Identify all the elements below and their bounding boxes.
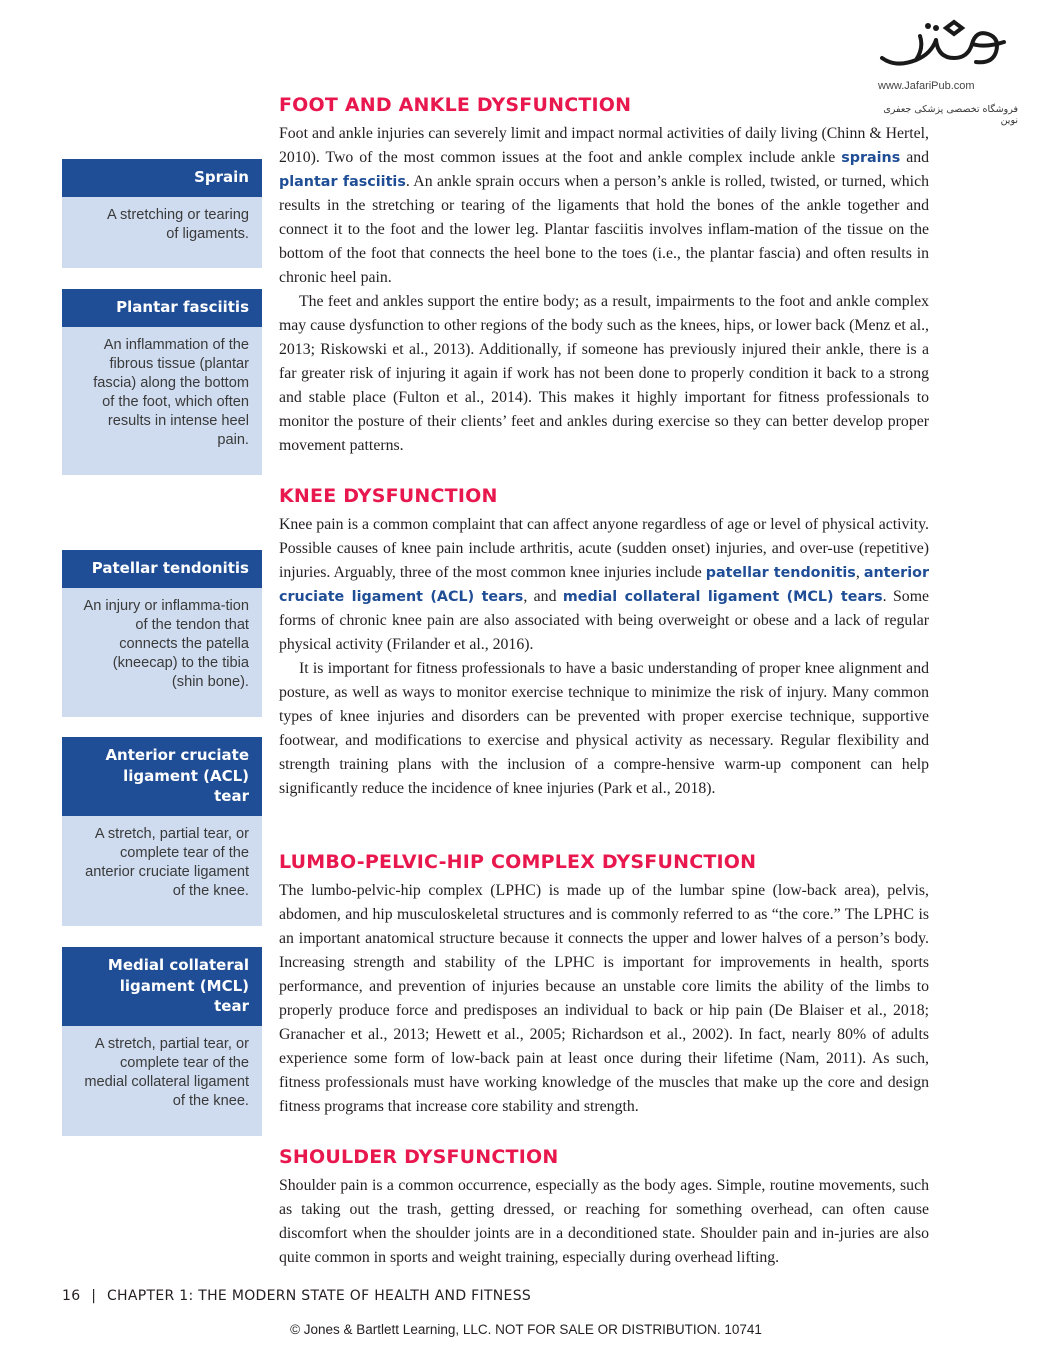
text-run: . Some forms of chronic knee pain are also associated with being overweight or obese and a lack of regular physical activity (Frilander et al., 2016). [279, 588, 930, 653]
text-run: , [855, 564, 864, 581]
key-term-mcl-tears: medial collateral ligament (MCL) tears [562, 589, 883, 605]
glossary-definition: A stretch, partial tear, or complete tear of the medial collateral ligament of the knee. [62, 1026, 262, 1136]
section-heading: KNEE DYSFUNCTION [279, 485, 498, 507]
glossary-box-acl-tear [62, 737, 262, 926]
chapter-title: CHAPTER 1: THE MODERN STATE OF HEALTH AND FITNESS [106, 1288, 532, 1304]
glossary-box-patellar-tendonitis [62, 550, 262, 717]
section-foot-ankle [279, 94, 929, 458]
glossary-term: Medial collateral ligament (MCL) tear [62, 947, 262, 1026]
paragraph: Shoulder pain is a common occurrence, especially as the body ages. Simple, routine movements, such as taking out the trash, getting dressed, or reaching for something overhead, can often cause discomfort when the shoulder joints are in a deconditioned state. Shoulder pain and in-juries are also quite common in sports and weight training, especially during overhead lifting. [279, 1177, 929, 1266]
paragraph: It is important for fitness professionals to have a basic understanding of proper knee alignment and posture, as well as ways to monitor exercise technique to minimize the risk of injury. Many common types of knee injuries and disorders can be prevented with proper exercise technique, supportive footwear, and modifications to exercise and physical activity as necessary. Regular flexibility and strength training plans with the inclusion of a compre-hensive warm-up component can help significantly reduce the incidence of knee injuries (Park et al., 2018). [279, 660, 929, 797]
glossary-term: Plantar fasciitis [62, 289, 262, 327]
copyright-notice: © Jones & Bartlett Learning, LLC. NOT FOR SALE OR DISTRIBUTION. 10741 [290, 1322, 762, 1337]
glossary-definition: A stretching or tearing of ligaments. [62, 197, 262, 268]
section-lphc [279, 851, 929, 1119]
section-knee [279, 485, 929, 801]
key-term-plantar-fasciitis: plantar fasciitis [279, 174, 406, 190]
page-footer [62, 1288, 531, 1304]
section-heading: LUMBO-PELVIC-HIP COMPLEX DYSFUNCTION [279, 851, 757, 873]
paragraph [279, 122, 929, 290]
glossary-term: Sprain [62, 159, 262, 197]
text-run: Foot and ankle injuries can severely limit and impact normal activities of daily living (Chinn & Hertel, 2010). Two of the most common issues at the foot and ankle complex include ankle [279, 125, 929, 166]
publisher-logo-icon [876, 18, 1016, 76]
footer-separator: | [91, 1288, 97, 1304]
glossary-definition: A stretch, partial tear, or complete tear of the anterior cruciate ligament of the knee. [62, 816, 262, 926]
text-run: Knee pain is a common complaint that can affect anyone regardless of age or level of physical activity. Possible causes of knee pain include arthritis, acute (sudden onset) injuries, and over-use (repetitive) injuries. Arguably, three of the most common knee injuries include [279, 516, 929, 581]
text-run: . An ankle sprain occurs when a person’s ankle is rolled, twisted, or turned, which results in the stretching or tearing of the ligaments that hold the bones of the ankle together and connect it to the foot and the lower leg. Plantar fasciitis involves inflam-mation of the tissue on the bottom of the foot that connects the heel bone to the toes (i.e., the plantar fascia) and often results in chronic heel pain. [279, 173, 929, 286]
section-shoulder [279, 1146, 929, 1270]
section-heading: SHOULDER DYSFUNCTION [279, 1146, 559, 1168]
glossary-definition: An inflammation of the fibrous tissue (plantar fascia) along the bottom of the foot, which often results in intense heel pain. [62, 327, 262, 475]
glossary-box-mcl-tear [62, 947, 262, 1136]
glossary-definition: An injury or inflamma-tion of the tendon that connects the patella (kneecap) to the tibia (shin bone). [62, 588, 262, 717]
section-heading: FOOT AND ANKLE DYSFUNCTION [279, 94, 632, 116]
key-term-patellar-tendonitis: patellar tendonitis [705, 565, 856, 581]
paragraph [279, 513, 929, 657]
glossary-box-plantar-fasciitis [62, 289, 262, 475]
glossary-box-sprain [62, 159, 262, 268]
publisher-subtitle: فروشگاه تخصصی پزشکی جعفری نوین [883, 104, 1018, 126]
paragraph: The lumbo-pelvic-hip complex (LPHC) is made up of the lumbar spine (low-back area), pelvis, abdomen, and hip musculoskeletal structures and is commonly referred to as “the core.” The LPHC is an important anatomical structure because it connects the upper and lower halves of a person’s body. Increasing strength and stability of the LPHC is important for improvements in health, sports performance, and prevention of injuries because an unstable core limits the ability of the limbs to properly produce force and predisposes an individual to back or hip pain (De Blaiser et al., 2018; Granacher et al., 2013; Hewett et al., 2005; Richardson et al., 2002). In fact, nearly 80% of adults experience some form of low-back pain at least once during their lifetime (Nam, 2011). As such, fitness professionals must have working knowledge of the muscles that make up the core and design fitness programs that increase core stability and strength. [279, 882, 929, 1115]
paragraph: The feet and ankles support the entire body; as a result, impairments to the foot and ankle complex may cause dysfunction to other regions of the body such as the knees, hips, or lower back (Menz et al., 2013; Riskowski et al., 2013). Additionally, if someone has previously injured their ankle, there is a far greater risk of injuring it again if work has not been done to properly condition it back to a strong and stable place (Fulton et al., 2014). This makes it highly important for fitness professionals to monitor the posture of their clients’ feet and ankles during exercise so they can better develop proper movement patterns. [279, 293, 929, 454]
key-term-sprains: sprains [841, 150, 901, 166]
publisher-url: www.JafariPub.com [878, 80, 975, 92]
glossary-term: Anterior cruciate ligament (ACL) tear [62, 737, 262, 816]
text-run: and [900, 149, 929, 166]
key-term-acl-tears: anterior cruciate ligament (ACL) tears [279, 565, 929, 605]
page-number: 16 [62, 1288, 81, 1304]
glossary-term: Patellar tendonitis [62, 550, 262, 588]
text-run: , and [523, 588, 563, 605]
